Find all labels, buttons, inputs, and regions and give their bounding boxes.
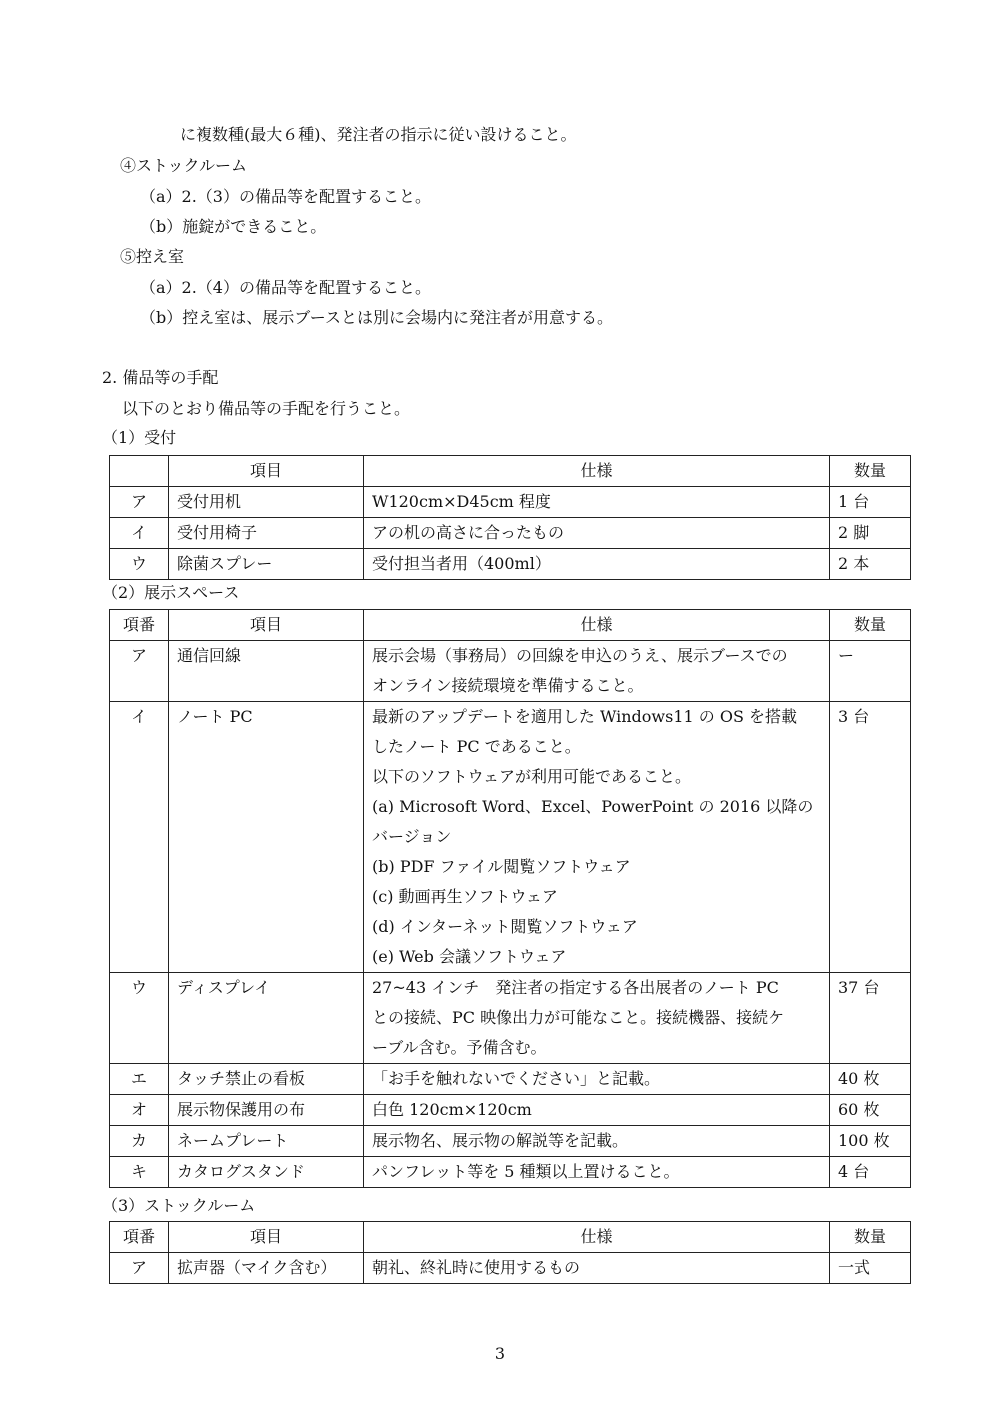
table-row [110,518,911,549]
spec-line: との接続、PC 映像出力が可能なこと。接続機器、接続ケ [372,1008,785,1027]
row-spec: W120cm×D45cm 程度 [364,487,830,518]
spec-line: (a) Microsoft Word、Excel、PowerPoint の 2016 以降の [372,797,814,816]
spec-line: バージョン [372,827,452,846]
list-item: （a）2.（4）の備品等を配置すること。 [140,278,431,297]
header-cell: 仕様 [364,456,830,487]
section-intro: 以下のとおり備品等の手配を行うこと。 [122,399,411,418]
page-number: 3 [494,1344,506,1363]
header-cell: 項目 [169,610,364,641]
table-row [110,1253,911,1284]
table-caption: （2）展示スペース [102,583,240,602]
row-qty: 2 脚 [830,518,911,549]
row-item: 拡声器（マイク含む） [169,1253,364,1284]
row-no: ア [110,487,169,518]
table-row [110,1126,911,1157]
row-spec [364,702,830,973]
header-cell [110,456,169,487]
row-spec: 受付担当者用（400ml） [364,549,830,580]
row-no: エ [110,1064,169,1095]
spec-line: 最新のアップデートを適用した Windows11 の OS を搭載 [372,707,798,726]
row-spec: 展示物名、展示物の解説等を記載。 [364,1126,830,1157]
row-qty: 3 台 [830,702,911,973]
subsection-heading: ⑤控え室 [120,247,185,266]
row-item: カタログスタンド [169,1157,364,1188]
table-header-row [110,610,911,641]
body-text: に複数種(最大６種)、発注者の指示に従い設けること。 [180,125,577,144]
table-row [110,702,911,973]
spec-line: したノート PC であること。 [372,737,581,756]
header-cell: 数量 [830,1222,911,1253]
row-spec [364,641,830,702]
row-spec: 朝礼、終礼時に使用するもの [364,1253,830,1284]
header-cell: 項目 [169,1222,364,1253]
reception-table [109,455,911,580]
row-no: イ [110,702,169,973]
row-spec: パンフレット等を 5 種類以上置けること。 [364,1157,830,1188]
table-row [110,549,911,580]
table-caption: （1）受付 [102,428,177,447]
row-spec [364,973,830,1064]
header-cell: 数量 [830,610,911,641]
row-item: タッチ禁止の看板 [169,1064,364,1095]
list-item: （a）2.（3）の備品等を配置すること。 [140,187,431,206]
row-no: ウ [110,973,169,1064]
row-qty: 37 台 [830,973,911,1064]
row-item: 展示物保護用の布 [169,1095,364,1126]
table-row [110,641,911,702]
row-no: ウ [110,549,169,580]
spec-line: 以下のソフトウェアが利用可能であること。 [372,767,692,786]
row-no: オ [110,1095,169,1126]
table-row [110,1064,911,1095]
exhibition-table [109,609,911,1188]
row-item: ノート PC [169,702,364,973]
table-row [110,487,911,518]
row-item: 除菌スプレー [169,549,364,580]
row-qty: ー [830,641,911,702]
header-cell: 仕様 [364,610,830,641]
spec-line: 展示会場（事務局）の回線を申込のうえ、展示ブースでの [372,646,788,665]
spec-line: (c) 動画再生ソフトウェア [372,887,558,906]
subsection-heading: ④ストックルーム [120,156,248,175]
spec-line: (d) インターネット閲覧ソフトウェア [372,917,638,936]
spec-line: (b) PDF ファイル閲覧ソフトウェア [372,857,631,876]
row-item: ネームプレート [169,1126,364,1157]
table-header-row [110,1222,911,1253]
header-cell: 項目 [169,456,364,487]
header-cell: 項番 [110,1222,169,1253]
section-heading: 2. 備品等の手配 [102,368,219,387]
header-cell: 仕様 [364,1222,830,1253]
header-cell: 数量 [830,456,911,487]
list-item: （b）控え室は、展示ブースとは別に会場内に発注者が用意する。 [140,308,613,327]
row-no: キ [110,1157,169,1188]
spec-line: ーブル含む。予備含む。 [372,1038,547,1057]
table-row [110,973,911,1064]
row-no: カ [110,1126,169,1157]
row-qty: 2 本 [830,549,911,580]
row-no: イ [110,518,169,549]
row-no: ア [110,1253,169,1284]
row-qty: 60 枚 [830,1095,911,1126]
row-no: ア [110,641,169,702]
row-item: 受付用椅子 [169,518,364,549]
row-qty: 100 枚 [830,1126,911,1157]
row-item: 受付用机 [169,487,364,518]
stockroom-table [109,1221,911,1284]
spec-line: 27~43 インチ 発注者の指定する各出展者のノート PC [372,978,779,997]
spec-line: (e) Web 会議ソフトウェア [372,947,567,966]
table-row [110,1157,911,1188]
row-qty: 4 台 [830,1157,911,1188]
table-caption: （3）ストックルーム [102,1196,256,1215]
spec-line: オンライン接続環境を準備すること。 [372,676,644,695]
row-item: ディスプレイ [169,973,364,1064]
row-qty: 40 枚 [830,1064,911,1095]
row-spec: 「お手を触れないでください」と記載。 [364,1064,830,1095]
header-cell: 項番 [110,610,169,641]
list-item: （b）施錠ができること。 [140,217,327,236]
row-spec: アの机の高さに合ったもの [364,518,830,549]
row-item: 通信回線 [169,641,364,702]
row-qty: 1 台 [830,487,911,518]
table-header-row [110,456,911,487]
table-row [110,1095,911,1126]
row-qty: 一式 [830,1253,911,1284]
row-spec: 白色 120cm×120cm [364,1095,830,1126]
